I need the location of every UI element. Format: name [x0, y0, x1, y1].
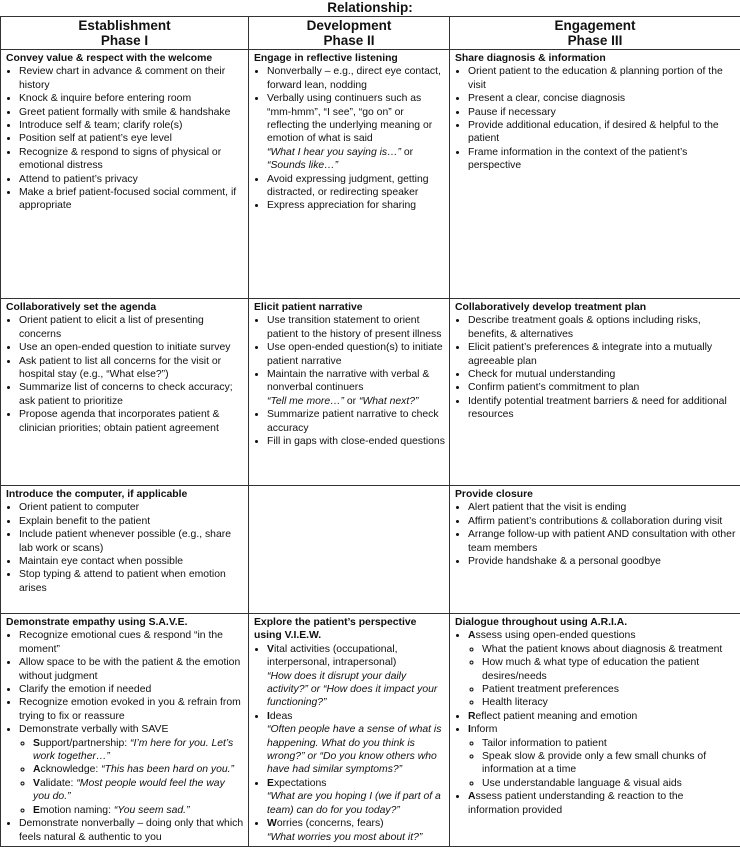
list-item: • Clarify the emotion if needed: [19, 683, 244, 696]
cell-introduce-computer: [1, 486, 249, 614]
sub-item: [33, 804, 244, 817]
item-text: motion naming:: [39, 804, 114, 816]
list-item: • Position self at patient’s eye level: [19, 132, 244, 145]
sub-list: [468, 737, 736, 791]
quote: “What are you hoping I (we if part of a team) can do for you today?”: [267, 791, 441, 816]
acronym-letter: I: [468, 724, 471, 736]
list-item: • Confirm patient’s commitment to plan: [468, 381, 736, 394]
acronym-letter: E: [267, 777, 274, 789]
section-heading: Engage in reflective listening: [254, 53, 398, 64]
bullet-list: [254, 643, 445, 844]
item-text: Verbally using continuers such as “mm-hmm”, “I see”, “go on” or reflecting the underlying meaning or emotion of what is said: [267, 93, 433, 145]
list-item: [267, 710, 445, 777]
sub-item: ◦ Patient treatment preferences: [482, 683, 736, 696]
section-heading: Collaboratively set the agenda: [6, 302, 157, 313]
item-text: orries (concerns, fears): [276, 818, 384, 830]
quote: “What next?”: [359, 395, 419, 407]
bullet-list: [455, 501, 736, 568]
list-item: • Allow space to be with the patient & the emotion without judgment: [19, 656, 244, 683]
item-text: eflect patient meaning and emotion: [475, 710, 638, 722]
acronym-letter: R: [468, 710, 476, 722]
table-row: [1, 50, 740, 299]
quote: “Often people have a sense of what is happening. What do you think is wrong?” or “Do you know others who have had similar symptoms?”: [267, 724, 442, 776]
bullet-list: [455, 629, 736, 817]
sub-item: [33, 737, 244, 764]
list-item: • Stop typing & attend to patient when emotion arises: [19, 568, 244, 595]
cell-empathy-save: [1, 614, 249, 847]
section-heading: Collaboratively develop treatment plan: [455, 302, 647, 313]
list-item: • Summarize patient narrative to check accuracy: [267, 408, 445, 435]
sub-list: [468, 643, 736, 710]
list-item: • Elicit patient’s preferences & integrate into a mutually agreeable plan: [468, 341, 736, 368]
sub-item: ◦ Health literacy: [482, 696, 736, 709]
connector: or: [400, 146, 414, 158]
acronym-letter: A: [468, 630, 476, 642]
list-item: • Demonstrate nonverbally – doing only that which feels natural & authentic to you: [19, 817, 244, 844]
bullet-list: [254, 65, 445, 212]
header-row: [1, 17, 740, 50]
list-item: [267, 368, 445, 408]
quote: “I’m here for you. Let’s work together…”: [33, 737, 234, 763]
sub-item: ◦ How much & what type of education the patient desires/needs: [482, 656, 736, 683]
section-heading: Introduce the computer, if applicable: [6, 489, 188, 500]
cell-provide-closure: [450, 486, 740, 614]
cell-patient-narrative: [249, 299, 450, 486]
section-heading: Convey value & respect with the welcome: [6, 53, 213, 64]
sub-item: ◦ Use understandable language & visual aids: [482, 777, 736, 790]
sub-item: ◦ Tailor information to patient: [482, 737, 736, 750]
column-name: Engagement: [554, 18, 636, 33]
page-title: Relationship:: [327, 0, 413, 15]
section-heading: Explore the patient’s perspective using V.I.E.W.: [254, 617, 417, 642]
item-text: ital activities (occupational, interpersonal, intrapersonal): [267, 643, 398, 669]
section-heading: Provide closure: [455, 489, 533, 500]
item-text: ssess patient understanding & reaction to the information provided: [468, 791, 684, 816]
list-item: [267, 92, 445, 172]
list-item: • Check for mutual understanding: [468, 368, 736, 381]
bullet-list: [455, 65, 736, 172]
table-row: [1, 299, 740, 486]
quote: “Tell me more…”: [267, 395, 344, 407]
list-item: • Summarize list of concerns to check accuracy; ask patient to prioritize: [19, 381, 244, 408]
section-heading: Share diagnosis & information: [455, 53, 606, 64]
acronym-letter: W: [267, 818, 277, 830]
acronym-letter: V: [33, 777, 40, 789]
list-item: [468, 723, 736, 790]
table-row: [1, 486, 740, 614]
section-heading: Dialogue throughout using A.R.I.A.: [455, 617, 628, 628]
list-item: • Recognize emotion evoked in you & refrain from trying to fix or reassure: [19, 696, 244, 723]
list-item: • Maintain eye contact when possible: [19, 555, 244, 568]
list-item: • Explain benefit to the patient: [19, 515, 244, 528]
acronym-letter: I: [267, 710, 270, 722]
list-item: • Make a brief patient-focused social comment, if appropriate: [19, 186, 244, 213]
item-text: deas: [269, 710, 293, 722]
column-phase: Phase I: [100, 33, 149, 48]
cell-share-diagnosis: [450, 50, 740, 299]
bullet-list: [254, 314, 445, 448]
list-item: • Knock & inquire before entering room: [19, 92, 244, 105]
column-phase: Phase II: [323, 33, 375, 48]
list-item: • Recognize & respond to signs of physical or emotional distress: [19, 146, 244, 173]
column-header-establishment: [1, 17, 249, 50]
quote: “Most people would feel the way you do.”: [33, 777, 225, 803]
list-item: • Use an open-ended question to initiate survey: [19, 341, 244, 354]
list-item: • Include patient whenever possible (e.g., share lab work or scans): [19, 528, 244, 555]
cell-perspective-view: [249, 614, 450, 847]
list-item: • Review chart in advance & comment on their history: [19, 65, 244, 92]
quote: “This has been hard on you.”: [101, 764, 235, 776]
cell-dialogue-aria: [450, 614, 740, 847]
acronym-letter: V: [267, 643, 274, 655]
item-text: ssess using open-ended questions: [475, 630, 636, 642]
item-text: cknowledge:: [40, 764, 102, 776]
list-item: • Provide handshake & a personal goodbye: [468, 555, 736, 568]
bullet-list: [455, 314, 736, 421]
item-text: xpectations: [273, 777, 327, 789]
cell-empty: [249, 486, 450, 614]
section-heading: Demonstrate empathy using S.A.V.E.: [6, 617, 188, 628]
list-item: • Introduce self & team; clarify role(s): [19, 119, 244, 132]
list-item: • Orient patient to elicit a list of presenting concerns: [19, 314, 244, 341]
list-item: [267, 643, 445, 710]
cell-reflective-listening: [249, 50, 450, 299]
list-item: • Orient patient to the education & planning portion of the visit: [468, 65, 736, 92]
list-item: [468, 629, 736, 709]
list-item: • Pause if necessary: [468, 106, 736, 119]
quote: “What worries you most about it?”: [267, 831, 423, 843]
list-item: • Frame information in the context of the patient’s perspective: [468, 146, 736, 173]
list-item: • Nonverbally – e.g., direct eye contact, forward lean, nodding: [267, 65, 445, 92]
sub-item: ◦ Speak slow & provide only a few small chunks of information at a time: [482, 750, 736, 777]
sub-item: [33, 763, 244, 776]
quote: “Sounds like…”: [267, 160, 339, 172]
list-item: • Fill in gaps with close-ended questions: [267, 435, 445, 448]
item-text: upport/partnership:: [39, 737, 131, 749]
item-text: alidate:: [39, 777, 77, 789]
list-item: • Use transition statement to orient patient to the history of present illness: [267, 314, 445, 341]
cell-treatment-plan: [450, 299, 740, 486]
column-header-development: [249, 17, 450, 50]
column-phase: Phase III: [567, 33, 623, 48]
bullet-list: [6, 629, 244, 844]
quote: “What I hear you saying is…”: [267, 146, 401, 158]
list-item: • Recognize emotional cues & respond “in the moment”: [19, 629, 244, 656]
sub-list: [19, 737, 244, 817]
list-item: [468, 790, 736, 817]
sub-item: [33, 777, 244, 804]
table-row: [1, 614, 740, 847]
list-item: • Avoid expressing judgment, getting distracted, or redirecting speaker: [267, 173, 445, 200]
section-heading: Elicit patient narrative: [254, 302, 363, 313]
list-item: [267, 777, 445, 817]
bullet-list: [6, 314, 244, 435]
acronym-letter: A: [468, 791, 476, 803]
column-name: Development: [306, 18, 392, 33]
acronym-letter: E: [33, 804, 40, 816]
acronym-letter: A: [33, 764, 41, 776]
list-item: [267, 817, 445, 844]
list-item: • Provide additional education, if desired & helpful to the patient: [468, 119, 736, 146]
list-item: • Alert patient that the visit is ending: [468, 501, 736, 514]
list-item: • Affirm patient’s contributions & collaboration during visit: [468, 515, 736, 528]
list-item: • Present a clear, concise diagnosis: [468, 92, 736, 105]
quote: “You seem sad.”: [113, 804, 190, 816]
column-header-engagement: [450, 17, 740, 50]
bullet-list: [6, 501, 244, 595]
list-item: • Ask patient to list all concerns for the visit or hospital stay (e.g., “What else?”): [19, 355, 244, 382]
cell-welcome: [1, 50, 249, 299]
list-item: [468, 710, 736, 723]
cell-set-agenda: [1, 299, 249, 486]
list-item: • Express appreciation for sharing: [267, 199, 445, 212]
list-item: [19, 723, 244, 817]
list-item: • Describe treatment goals & options including risks, benefits, & alternatives: [468, 314, 736, 341]
list-item: • Arrange follow-up with patient AND consultation with other team members: [468, 528, 736, 555]
relationship-table: [0, 16, 740, 847]
bullet-list: [6, 65, 244, 212]
column-name: Establishment: [78, 18, 171, 33]
list-item: • Orient patient to computer: [19, 501, 244, 514]
quote: “How does it disrupt your daily activity?” or “How does it impact your functioning?”: [267, 670, 438, 709]
connector: or: [343, 395, 359, 407]
list-item: • Use open-ended question(s) to initiate patient narrative: [267, 341, 445, 368]
item-text: nform: [470, 724, 498, 736]
list-item: • Greet patient formally with smile & handshake: [19, 106, 244, 119]
list-item: • Attend to patient’s privacy: [19, 173, 244, 186]
acronym-letter: S: [33, 737, 40, 749]
sub-item: ◦ What the patient knows about diagnosis & treatment: [482, 643, 736, 656]
item-text: Demonstrate verbally with SAVE: [19, 724, 169, 736]
item-text: Maintain the narrative with verbal & nonverbal continuers: [267, 369, 430, 394]
list-item: • Identify potential treatment barriers & need for additional resources: [468, 395, 736, 422]
list-item: • Propose agenda that incorporates patient & clinician priorities; obtain patient agreement: [19, 408, 244, 435]
